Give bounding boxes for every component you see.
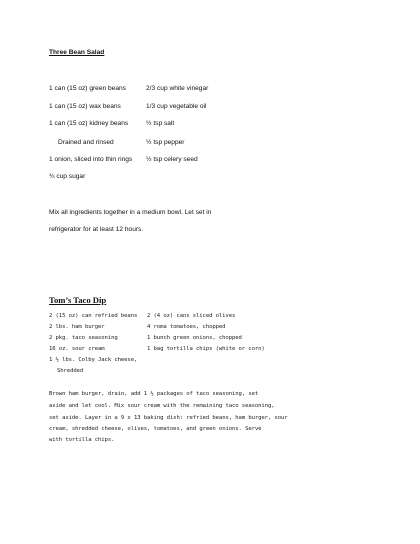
ingredient: ½ tsp celery seed [146,156,198,163]
ingredient: 1 onion, sliced into thin rings [49,156,133,163]
directions-line: refrigerator for at least 12 hours. [49,226,144,233]
ingredient: 1 can (15 oz) wax beans [49,103,121,110]
ingredient: 1 ½ lbs. Colby Jack cheese, [49,357,138,363]
ingredient: 2 (4 oz) cans sliced olives [147,313,236,319]
recipe-title: Tom’s Taco Dip [49,295,107,305]
ingredient: 4 roma tomatoes, chopped [147,324,226,330]
ingredient: 2 (15 oz) can refried beans [49,313,138,319]
ingredient-note: Drained and rinsed [58,139,114,146]
ingredient: 2/3 cup white vinegar [146,85,209,92]
directions-line: cream, shredded cheese, olives, tomatoes, and green onions. Serve [49,426,262,432]
ingredient: 1/3 cup vegetable oil [146,103,207,110]
ingredient: ½ tsp pepper [146,139,185,146]
directions-line: Mix all ingredients together in a medium bowl. Let set in [49,209,212,216]
ingredient: 2 lbs. ham burger [49,324,105,330]
directions-line: set aside. Layer in a 9 x 13 baking dish: refried beans, ham burger, sour [49,415,288,421]
ingredient-note: Shredded [57,368,84,374]
recipe-title: Three Bean Salad [49,49,105,56]
ingredient: ½ tsp salt [146,120,175,127]
ingredient: ¾ cup sugar [49,173,86,180]
directions-line: aside and let cool. Mix sour cream with the remaining taco seasoning, [49,403,275,409]
ingredient: 1 can (15 oz) kidney beans [49,120,129,127]
ingredient: 2 pkg. taco seasoning [49,335,118,341]
directions-line: Brown ham burger, drain, add 1 ½ packages of taco seasoning, set [49,391,259,397]
ingredient: 1 bunch green onions, chopped [147,335,242,341]
ingredient: 1 can (15 oz) green beans [49,85,126,92]
ingredient: 16 oz. sour cream [49,346,105,352]
ingredient: 1 bag tortilla chips (white or corn) [147,346,265,352]
directions-line: with tortilla chips. [49,437,115,443]
